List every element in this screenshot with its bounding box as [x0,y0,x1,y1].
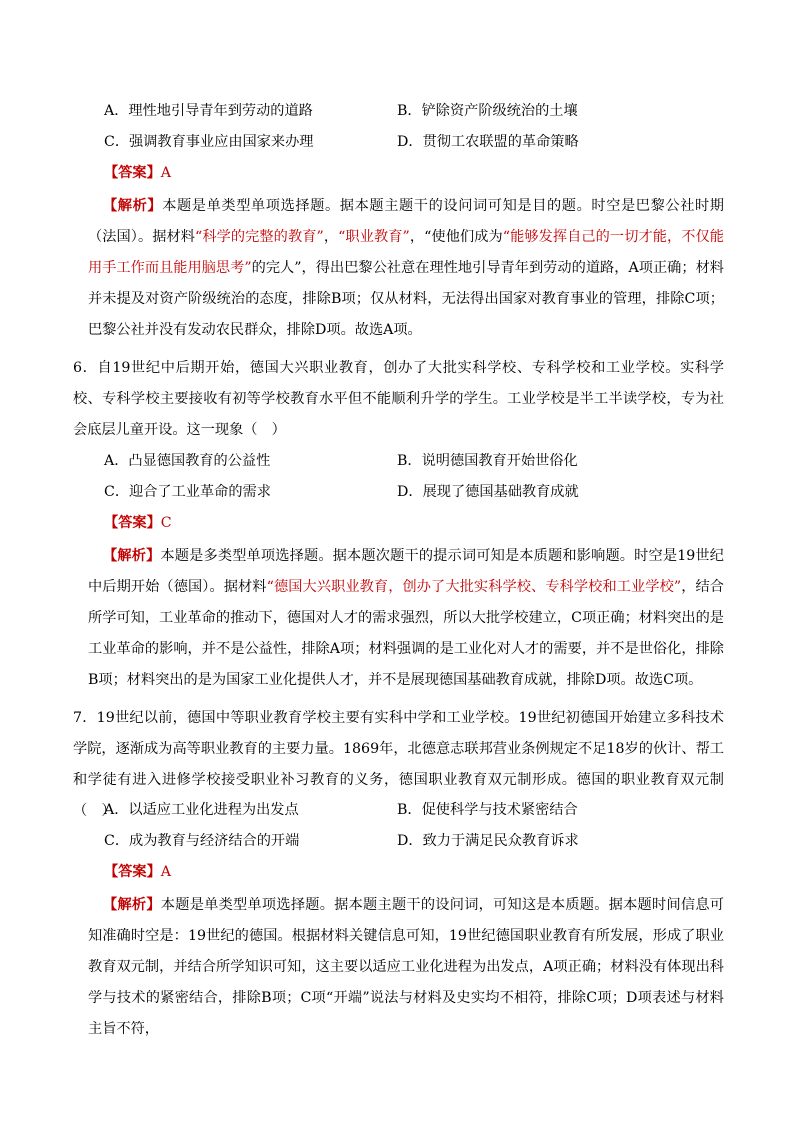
q6-answer [104,513,172,533]
explanation-quote: “德国大兴职业教育，创办了大批实科学校、专科学校和工业学校” [266,579,682,595]
answer-value: A [160,864,172,880]
explanation-text: ，“使他们成为 [409,229,503,245]
q6-option-b: B．说明德国教育开始世俗化 [397,453,578,469]
explanation-label: 【解析】 [103,548,161,564]
q6-explanation [88,541,724,696]
q7-stem: 7．19世纪以前，德国中等职业教育学校主要有实科中学和工业学校。19世纪初德国开始建立多科技术学院，逐渐成为高等职业教育的主要力量。1869年，北德意志联邦营业条例规定不足18岁的伙计、帮工和学徒有进入进修学校接受职业补习教育的义务，德国职业教育双元制形成。德国的职业教育双元制（ ） [73,710,724,819]
q5-option-d: D．贯彻工农联盟的革命策略 [397,134,579,150]
explanation-text: 本题是单类型单项选择题。据本题主题干的设问词，可知这是本质题。据本题时间信息可知准确时空是：19世纪的德国。根据材料关键信息可知，19世纪德国职业教育有所发展，形成了职业教育双元制，并结合所学知识可知，这主要以适应工业化进程为出发点，A项正确；材料没有体现出科学与技术的紧密结合，排除B项；C项“开端”说法与材料及史实均不相符，排除C项；D项表述与材料主旨不符， [88,897,724,1037]
explanation-quote: “职业教育” [338,229,410,245]
explanation-text: ，结合所学可知，工业革命的推动下，德国对人才的需求强烈，所以大批学校建立，C项正确；材料突出的是工业革命的影响，并不是公益性，排除A项；材料强调的是工业化对人才的需要，并不是世俗化，排除B项；材料突出的是为国家工业化提供人才，并不是展现德国基础教育成就，排除D项。故选C项。 [88,579,724,688]
q5-option-b: B．铲除资产阶级统治的土壤 [397,103,578,119]
answer-label: 【答案】 [104,515,161,531]
q7-option-b: B．促使科学与技术紧密结合 [397,802,578,818]
answer-label: 【答案】 [104,165,161,181]
q6-option-d: D．展现了德国基础教育成就 [397,484,579,500]
q5-option-c: C．强调教育事业应由国家来办理 [104,134,314,150]
explanation-text: ， [323,229,339,245]
explanation-quote: “能够发挥自己的一切才能，不仅能用手工作而且能用脑思考” [88,229,724,276]
explanation-quote: “科学的完整的教育” [195,229,324,245]
answer-value: A [160,165,172,181]
q5-answer [104,163,171,183]
explanation-label: 【解析】 [103,897,161,913]
q7-answer [104,862,171,882]
q7-option-d: D．致力于满足民众教育诉求 [397,833,579,849]
q6-stem: 6．自19世纪中后期开始，德国大兴职业教育，创办了大批实科学校、专科学校和工业学校。实科学校、专科学校主要接收有初等学校教育水平但不能顺利升学的学生。工业学校是半工半读学校，专为社会底层儿童开设。这一现象（ ） [73,360,724,438]
explanation-text: 的完人”，得出巴黎公社意在理性地引导青年到劳动的道路，A项正确；材料并未提及对资产阶级统治的态度，排除B项；仅从材料，无法得出国家对教育事业的管理，排除C项；巴黎公社并没有发动农民群众，排除D项。故选A项。 [88,260,724,338]
q6-option-c: C．迎合了工业革命的需求 [104,484,271,500]
q6-option-a: A．凸显德国教育的公益性 [104,453,271,469]
answer-value: C [160,515,172,531]
explanation-label: 【解析】 [103,198,163,214]
q7-option-c: C．成为教育与经济结合的开端 [104,833,300,849]
explanation-text: 本题是多类型单项选择题。据本题次题干的提示词可知是本质题和影响题。时空是19世纪中后期开始（德国）。据材料 [88,548,724,595]
q5-explanation [88,191,724,346]
q5-option-a: A．理性地引导青年到劳动的道路 [104,103,313,119]
answer-label: 【答案】 [104,864,161,880]
q7-option-a: A．以适应工业化进程为出发点 [104,802,299,818]
explanation-text: 本题是单类型单项选择题。据本题主题干的设问词可知是目的题。时空是巴黎公社时期（法国）。据材料 [88,198,724,245]
q7-explanation [88,890,724,1045]
